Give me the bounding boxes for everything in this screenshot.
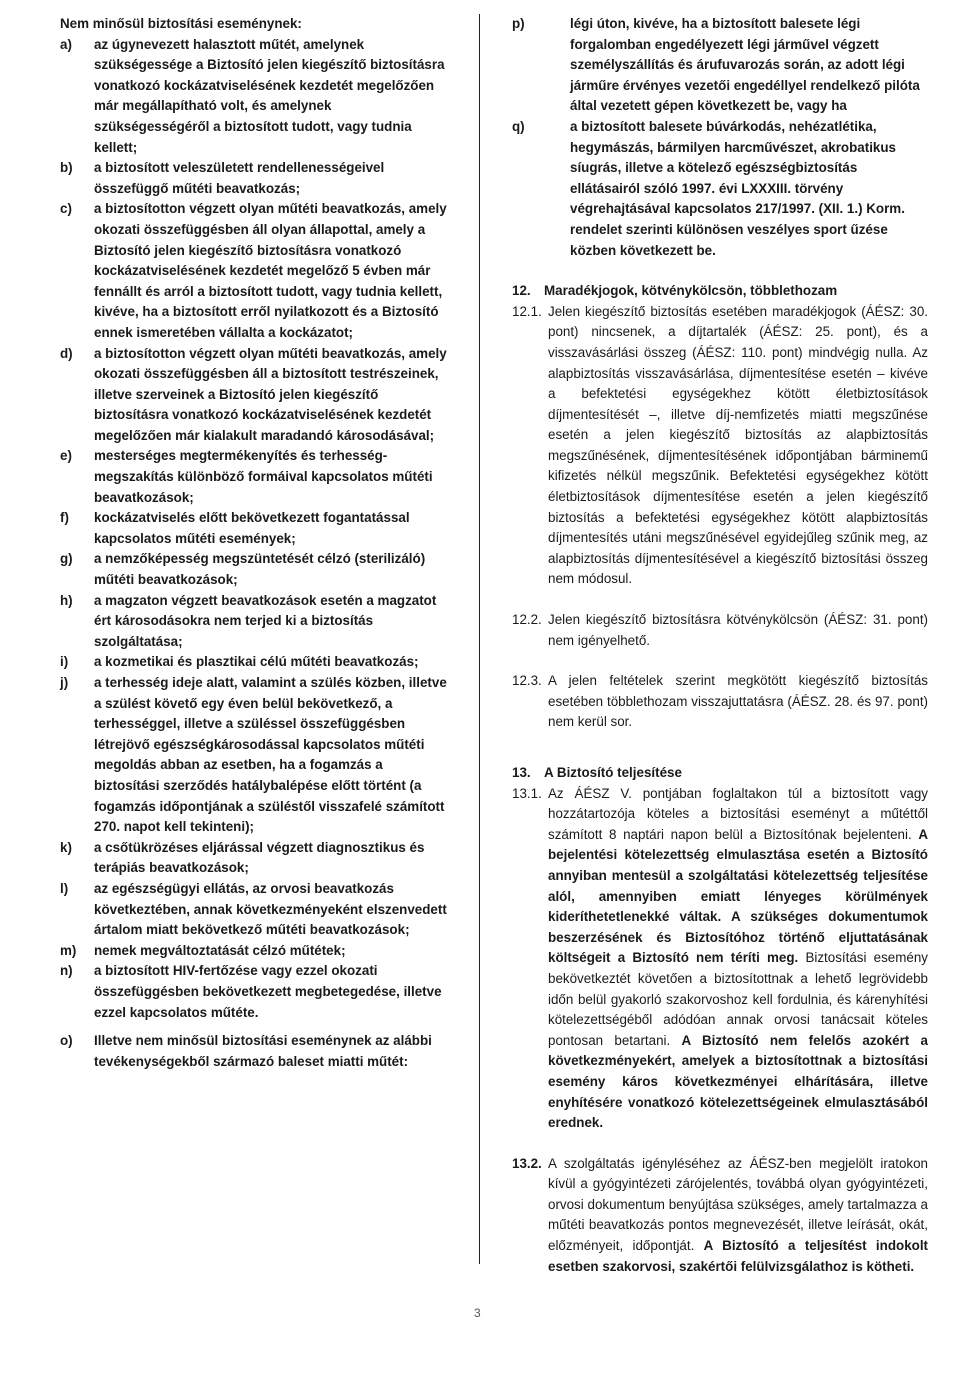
list-item-label: n) — [60, 963, 73, 979]
right-column — [512, 14, 928, 1277]
list-item-text: légi úton, kivéve, ha a biztosított balesete légi forgalomban engedélyezett légi járművel végzett személyszállítás és árufuvarozás során, az adott légi járműre érvényes vezetői engedéllyel rendelkező pilóta által vezetett gépen következett be, vagy ha — [570, 16, 920, 114]
subsection-text: A jelen feltételek szerint megkötött kiegészítő biztosítás esetében többlethozam visszajuttatásra (ÁÉSZ. 28. és 97. pont) nem kerül sor. — [548, 673, 928, 730]
subsection — [512, 671, 928, 733]
list-item-label: q) — [512, 118, 525, 134]
list-item-text: a nemzőképesség megszüntetését célzó (sterilizáló) műtéti beavatkozások; — [94, 551, 426, 588]
list-item-label: l) — [60, 880, 69, 896]
list-item-text: kockázatviselés előtt bekövetkezett fogantatással kapcsolatos műtéti események; — [94, 510, 410, 546]
list-item-label: a) — [60, 36, 72, 52]
list-item-text: a terhesség ideje alatt, valamint a szülés közben, illetve a szülést követő egy éven belül bekövetkező, a terhességgel, illetve a szüléssel összefüggésben létrejövő egészségkárosodással kapcsolatos műtéti megoldás abban az esetben, ha a fogamzás a biztosítási szerződés hatálybalépése előtt történt (a fogamzás időpontjának a szüléstől visszafelé számított 270. napot kell tekinteni); — [94, 675, 447, 835]
subsection-text — [548, 784, 928, 1134]
section-title: Maradékjogok, kötvénykölcsön, többlethozam — [544, 283, 838, 299]
list-item — [60, 879, 448, 941]
list-item — [60, 446, 448, 508]
subsection-text — [548, 1154, 928, 1278]
list-item-text: az egészségügyi ellátás, az orvosi beavatkozás következtében, annak következményeként elszenvedett ártalom miatt bekövetkező műtéti beavatkozások; — [94, 880, 447, 938]
list-item-label: b) — [60, 160, 73, 176]
list-item-text: a kozmetikai és plasztikai célú műtéti beavatkozás; — [94, 654, 419, 670]
list-item-label: k) — [60, 839, 72, 855]
list-item — [60, 35, 448, 159]
list-item-label: d) — [60, 345, 73, 361]
section-number: 13. — [512, 765, 531, 780]
paragraph: A szolgáltatás igényléséhez az ÁÉSZ-ben megjelölt iratokon kívül a gyógyintézeti zárójelentés, továbbá olyan gyógyintézeti, orvosi dokumentum benyújtása szükséges, amely tartalmazza a műtéti beavatkozás pontos megnevezését, illetve leírását, okát, előzményeit, időpontját. — [548, 1155, 928, 1254]
list-item-label: f) — [60, 510, 69, 526]
subsection — [512, 610, 928, 651]
exclusions-heading: Nem minősül biztosítási eseménynek: — [60, 16, 302, 31]
list-item-label: p) — [512, 16, 525, 31]
list-item-label: j) — [60, 675, 69, 690]
list-item-text: mesterséges megtermékenyítés és terhesség-megszakítás különböző formáival kapcsolatos műtéti beavatkozások; — [94, 448, 433, 505]
exclusions-list-continued — [512, 14, 928, 261]
list-item-text: a biztosítotton végzett olyan műtéti beavatkozás, amely okozati összefüggésben áll olyan állapottal, amely a Biztosító jelen kiegészítő biztosításra vonatkozó kockázatviselésének kezdetét megelőző 5 évben már fennállt és arról a biztosított tudott, vagy tudnia kellett, kivéve, ha a biztosított erről nyilatkozott és a Biztosító ennek ismeretében vállalta a kockázatot; — [94, 201, 447, 340]
list-item — [60, 652, 448, 673]
list-item-text: a biztosítotton végzett olyan műtéti beavatkozás, amely okozati összefüggésben áll a biztosított testrészeinek, illetve szerveinek a Biztosító jelen kiegészítő biztosításra vonatkozó kockázatviselésének kezdetét megelőzően már kialakult maradandó károsodásával; — [94, 345, 447, 443]
bold-paragraph: A bejelentési kötelezettség elmulasztása esetén a Biztosító annyiban mentesül a szolgáltatási kötelezettség teljesítése alól, amennyiben emiatt lényeges körülmények kideríthetetlenekké váltak. A szükséges dokumentumok beszerzésének és Biztosítóhoz történő eljuttatásának költségeit a Biztosító nem téríti meg. — [548, 826, 928, 966]
subsection-number: 12.2. — [512, 612, 542, 628]
subsection — [512, 302, 928, 590]
list-item — [60, 1031, 448, 1072]
subsection-number: 12.1. — [512, 303, 542, 319]
list-item-text: a biztosított veleszületett rendellenességeivel összefüggő műtéti beavatkozás; — [94, 160, 385, 196]
list-item — [60, 508, 448, 549]
list-item-text: az úgynevezett halasztott műtét, amelynek szükségessége a Biztosító jelen kiegészítő biztosításra vonatkozó kockázatviselésének kezdetét megelőzően már megállapítható volt, és amelynek szükségességéről a biztosított tudott, vagy tudnia kellett; — [94, 36, 445, 155]
list-item — [60, 941, 448, 962]
section-12-body — [512, 302, 928, 753]
list-item — [60, 344, 448, 447]
list-item — [60, 199, 448, 343]
exclusions-list — [60, 35, 448, 1073]
list-item — [60, 591, 448, 653]
list-item-label: o) — [60, 1033, 73, 1049]
list-item — [60, 549, 448, 590]
list-item — [512, 14, 928, 117]
list-item-text: a csőtükrözéses eljárással végzett diagnosztikus és terápiás beavatkozások; — [94, 839, 425, 876]
list-item-label: i) — [60, 654, 69, 670]
list-item-label: g) — [60, 551, 73, 567]
subsection-text: Jelen kiegészítő biztosításra kötvénykölcsön (ÁÉSZ: 31. pont) nem igényelhető. — [548, 612, 928, 648]
list-item — [60, 961, 448, 1023]
list-item-label: e) — [60, 448, 72, 464]
subsection-13-2 — [512, 1154, 928, 1278]
subsection-number: 13.2. — [512, 1155, 542, 1171]
section-number: 12. — [512, 283, 531, 299]
list-item-label: h) — [60, 592, 73, 608]
list-item-text: a biztosított balesete búvárkodás, nehézatlétika, hegymászás, bármilyen harcművészet, akrobatikus síugrás, illetve a kötelező egészségbiztosítás ellátásairól szóló 1997. évi LXXXIII. törvény végrehajtásával kapcsolatos 217/1997. (XII. 1.) Korm. rendelet szerinti különösen veszélyes sport űzése közben következett be. — [570, 118, 905, 258]
column-divider — [479, 14, 480, 1264]
list-item-text: a biztosított HIV-fertőzése vagy ezzel okozati összefüggésben bekövetkezett megbetegedése, illetve ezzel kapcsolatos műtéte. — [94, 963, 442, 1020]
paragraph: Biztosítási esemény bekövetkeztét követően a biztosítottnak a lehető legrövidebb időn belül gyakorló szakorvoshoz kell fordulnia, és kárenyhítési kötelezettségéből adódóan annak orvosi tanácsait köteles pontosan betartani. — [548, 950, 928, 1048]
subsection-number: 12.3. — [512, 673, 542, 689]
section-12-heading — [512, 281, 928, 302]
list-item-text: nemek megváltoztatását célzó műtétek; — [94, 942, 346, 958]
list-item-label: m) — [60, 942, 77, 958]
page-number: 3 — [474, 1306, 481, 1320]
left-column — [60, 14, 448, 1072]
list-item — [60, 673, 448, 838]
list-item-text: a magzaton végzett beavatkozások esetén a magzatot ért károsodásokra nem terjed ki a biztosítás szolgáltatása; — [94, 592, 437, 649]
list-item — [60, 158, 448, 199]
section-title: A Biztosító teljesítése — [544, 765, 682, 780]
subsection-13-1 — [512, 784, 928, 1134]
list-item — [512, 117, 928, 261]
section-13-heading — [512, 763, 928, 784]
paragraph: Az ÁÉSZ V. pontjában foglaltakon túl a biztosított vagy hozzátartozója köteles a biztosítási eseményt a műtéttől számított 8 naptári napon belül a Biztosítónak bejelenteni. — [548, 785, 928, 842]
bold-paragraph: A Biztosító a teljesítést indokolt esetben szakorvosi, szakértői felülvizsgálathoz is kötheti. — [548, 1238, 928, 1274]
list-item — [60, 838, 448, 879]
bold-paragraph: A Biztosító nem felelős azokért a következményekért, amelyek a biztosítottnak a biztosítási esemény káros következményei elhárítására, illetve enyhítésére vonatkozó kötelezettségeinek elmulasztásából erednek. — [548, 1032, 928, 1131]
list-item-text: Illetve nem minősül biztosítási eseménynek az alábbi tevékenységekből származó baleset miatti műtét: — [94, 1033, 432, 1069]
subsection-text: Jelen kiegészítő biztosítás esetében maradékjogok (ÁÉSZ: 30. pont) nincsenek, a díjtartalék (ÁÉSZ: 25. pont), és a visszavásárlási összeg (ÁÉSZ: 110. pont) mindvégig nulla. Az alapbiztosítás visszavásárlása, díjmentesítése esetén – kivéve a befektetési egységekhez kötött életbiztosítások díjmentesítését –, illetve díj-nemfizetés miatti megszűnése esetén a jelen kiegészítő biztosítás az alapbiztosítás megszűnésének, díjmentesítésének időpontjában bárminemű kifizetés nélkül megszűnik. Befektetési egységekhez kötött életbiztosítások díjmentesítése esetén a jelen kiegészítő biztosítás a befektetési egységekhez kötött alapbiztosítás díjmentesítés utáni megszűnésével egyidejűleg szűnik meg, az alapbiztosítás díjmentesítésével a kiegészítő biztosítási összeg nem módosul. — [548, 303, 928, 587]
list-item-label: c) — [60, 201, 72, 217]
subsection-number: 13.1. — [512, 785, 542, 801]
